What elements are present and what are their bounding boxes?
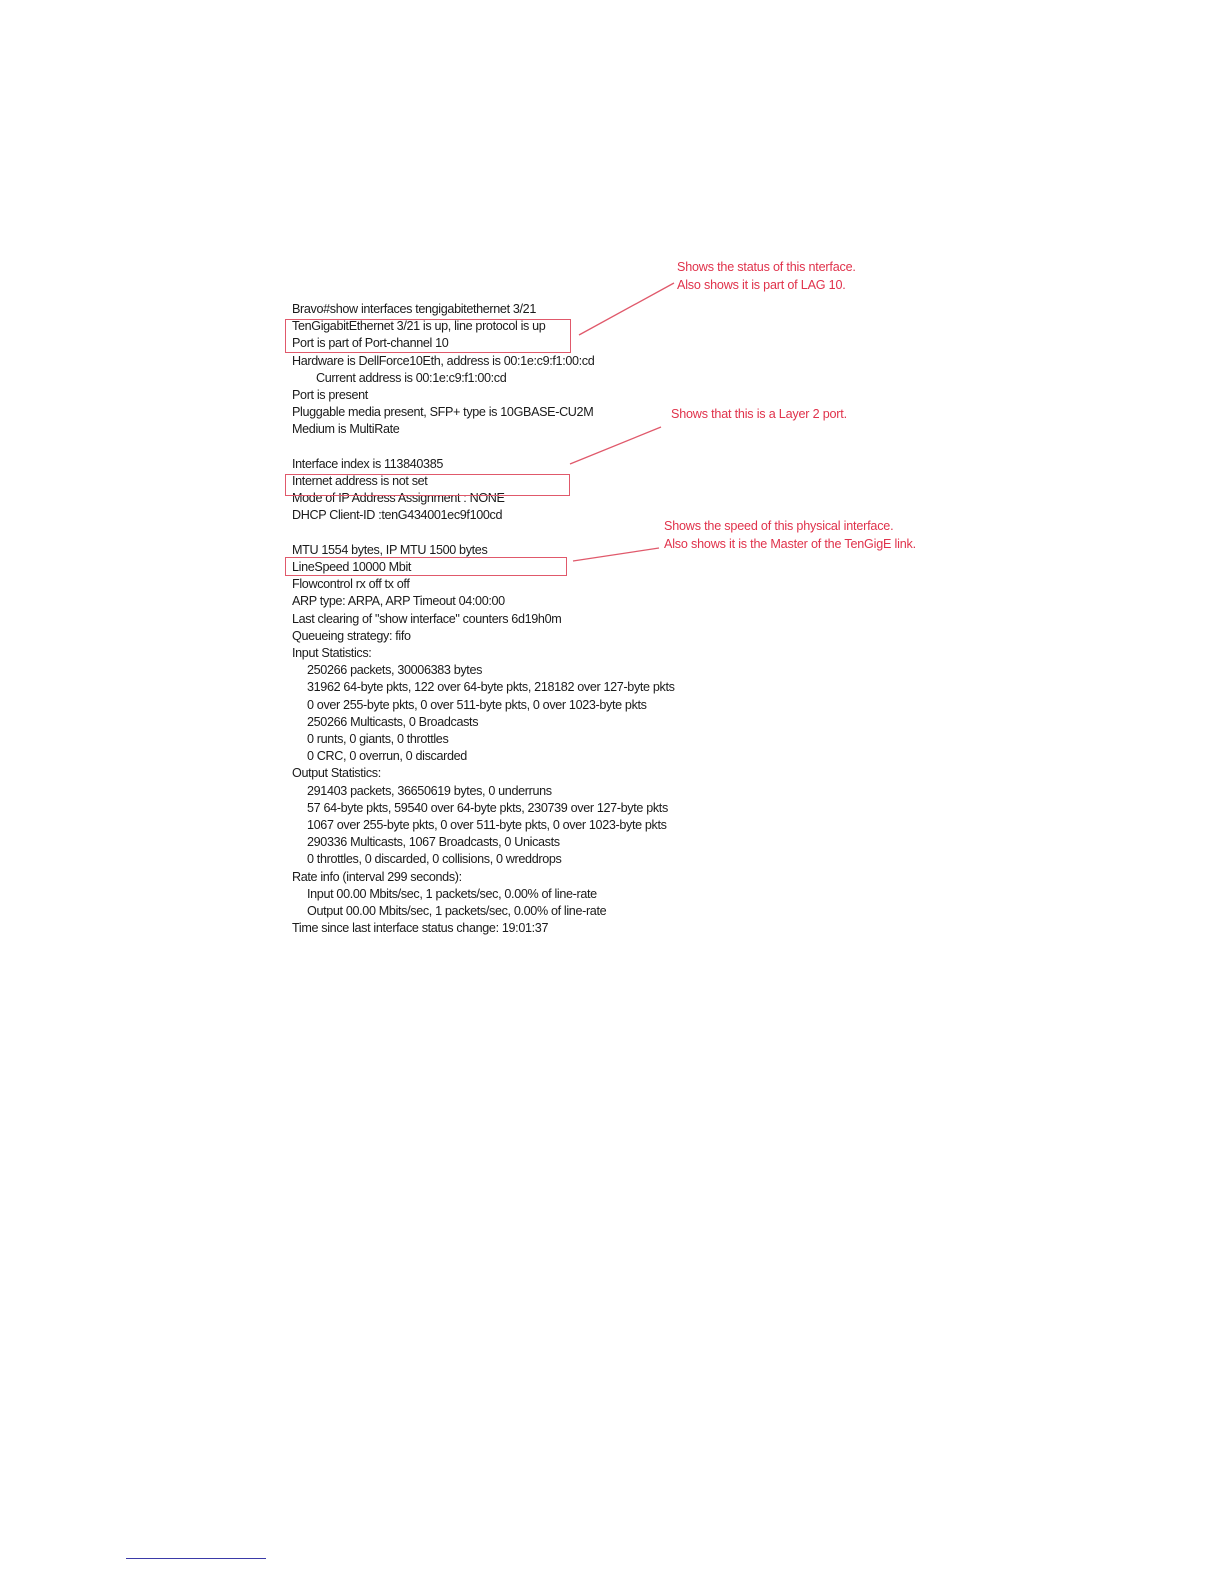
cli-line: Pluggable media present, SFP+ type is 10GBASE-CU2M [292, 405, 594, 420]
cli-line: MTU 1554 bytes, IP MTU 1500 bytes [292, 542, 488, 557]
cli-line: 291403 packets, 36650619 bytes, 0 underruns [307, 783, 552, 798]
speed-leader-line [573, 548, 659, 561]
status-leader-line [579, 283, 674, 335]
cli-line: LineSpeed 10000 Mbit [292, 560, 412, 574]
cli-line: 0 throttles, 0 discarded, 0 collisions, 0 wreddrops [307, 852, 562, 867]
cli-line: Rate info (interval 299 seconds): [292, 869, 462, 884]
cli-line: Bravo#show interfaces tengigabitethernet 3/21 [292, 302, 536, 316]
status-callout-line-1: Shows the status of this nterface. [677, 260, 856, 274]
cli-line: Time since last interface status change: 19:01:37 [292, 921, 549, 936]
cli-line: Input Statistics: [292, 646, 372, 660]
cli-line: Interface index is 113840385 [292, 456, 444, 471]
cli-line: Queueing strategy: fifo [292, 628, 411, 643]
cli-line: 290336 Multicasts, 1067 Broadcasts, 0 Unicasts [307, 835, 560, 850]
cli-line: 250266 packets, 30006383 bytes [307, 663, 483, 678]
speed-callout-line-2: Also shows it is the Master of the TenGigE link. [664, 536, 916, 551]
cli-line: ARP type: ARPA, ARP Timeout 04:00:00 [292, 594, 505, 609]
speed-callout [664, 518, 916, 553]
cli-line: 1067 over 255-byte pkts, 0 over 511-byte pkts, 0 over 1023-byte pkts [307, 818, 667, 832]
layer2-callout-line-1: Shows that this is a Layer 2 port. [671, 407, 847, 421]
cli-line: Internet address is not set [292, 474, 428, 488]
layer2-callout [671, 406, 847, 424]
cli-line: Current address is 00:1e:c9:f1:00:cd [316, 370, 507, 385]
cli-line: Input 00.00 Mbits/sec, 1 packets/sec, 0.00% of line-rate [307, 886, 597, 901]
cli-line: 250266 Multicasts, 0 Broadcasts [307, 714, 479, 729]
cli-line: Port is present [292, 388, 368, 402]
cli-line: Port is part of Port-channel 10 [292, 336, 449, 351]
status-callout [677, 259, 856, 294]
cli-line: TenGigabitEthernet 3/21 is up, line protocol is up [292, 319, 546, 334]
cli-line: 0 CRC, 0 overrun, 0 discarded [307, 749, 467, 764]
cli-line: Mode of IP Address Assignment : NONE [292, 491, 505, 506]
cli-line: Flowcontrol rx off tx off [292, 577, 410, 592]
cli-line: Output Statistics: [292, 766, 381, 781]
cli-line: 0 over 255-byte pkts, 0 over 511-byte pkts, 0 over 1023-byte pkts [307, 697, 647, 712]
layer2-leader-line [570, 427, 661, 464]
cli-line: 57 64-byte pkts, 59540 over 64-byte pkts, 230739 over 127-byte pkts [307, 800, 668, 815]
cli-line: Last clearing of "show interface" counters 6d19h0m [292, 611, 562, 626]
footnote-separator [126, 1558, 266, 1559]
cli-line: DHCP Client-ID :tenG434001ec9f100cd [292, 508, 503, 523]
cli-line: Output 00.00 Mbits/sec, 1 packets/sec, 0.00% of line-rate [307, 904, 607, 918]
cli-line: Hardware is DellForce10Eth, address is 00:1e:c9:f1:00:cd [292, 353, 595, 368]
cli-line: 31962 64-byte pkts, 122 over 64-byte pkts, 218182 over 127-byte pkts [307, 680, 675, 695]
status-callout-line-2: Also shows it is part of LAG 10. [677, 277, 846, 292]
speed-callout-line-1: Shows the speed of this physical interface. [664, 519, 894, 533]
cli-line: Medium is MultiRate [292, 422, 400, 437]
cli-line: 0 runts, 0 giants, 0 throttles [307, 732, 449, 746]
